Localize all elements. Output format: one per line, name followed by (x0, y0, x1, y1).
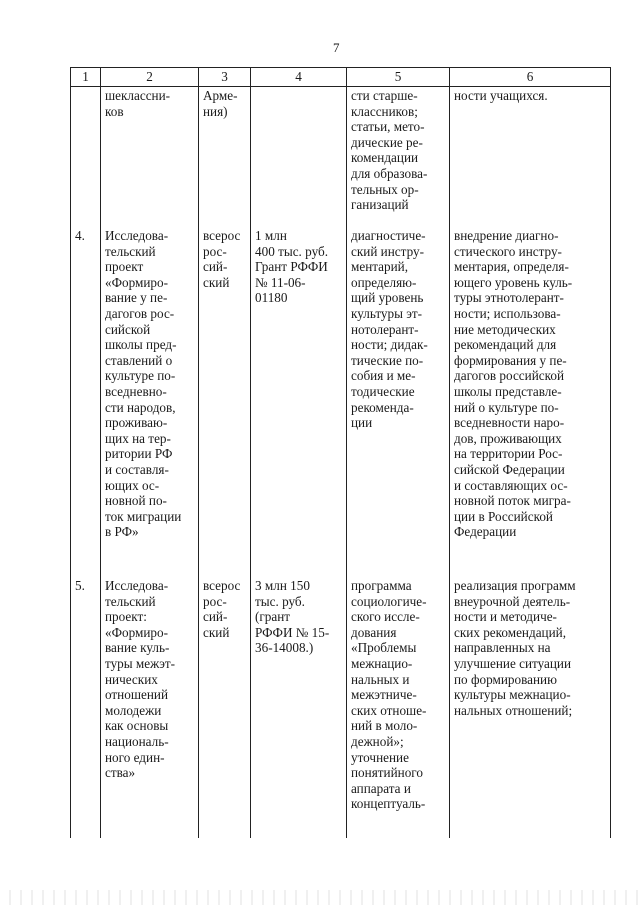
project-level: всерос рос- сий- ский (199, 227, 251, 577)
project-results: диагностиче- ский инстру- ментарий, определяю- щий уровень культуры эт- нотолерант- ности; дидак- тические по- собия и ме- тодические рекоменда- ции (347, 227, 450, 577)
row-number: 4. (71, 227, 101, 577)
column-header: 3 (199, 68, 251, 87)
project-results: сти старше- классников; статьи, мето- дические ре- комендации для образова- тельных ор- ганизаций (347, 87, 450, 228)
project-effect: внедрение диагно- стического инстру- ментария, определя- ющего уровень куль- туры этнотолерант- ности; использова- ние методических рекомендаций для формирования у пе- дагогов российской школы представле- ний о культуре по- вседневности наро- дов, проживающих на территории Рос- сийской Федерации и составляющих ос- новной поток мигра- ции в Российской Федерации (450, 227, 611, 577)
table-row (71, 577, 611, 838)
column-header: 4 (251, 68, 347, 87)
column-header: 5 (347, 68, 450, 87)
column-header: 2 (101, 68, 199, 87)
project-funding: 3 млн 150 тыс. руб. (грант РФФИ № 15- 36-14008.) (251, 577, 347, 838)
project-name: Исследова- тельский проект «Формиро- вание у пе- дагогов рос- сийской школы пред- ставлений о культуре по- вседневно- сти народов, проживаю- щих на тер- ритории РФ и составля- ющих ос- новной по- ток миграции в РФ» (101, 227, 199, 577)
project-table (70, 67, 611, 838)
project-effect: ности учащихся. (450, 87, 611, 228)
table-row (71, 227, 611, 577)
project-name: шеклассни- ков (101, 87, 199, 228)
project-level: Арме- ния) (199, 87, 251, 228)
scan-noise (0, 890, 640, 905)
project-results: программа социологиче- ского иссле- дования «Проблемы межнацио- нальных и межэтниче- ских отноше- ний в моло- дежной»; уточнение понятийного аппарата и концептуаль- (347, 577, 450, 838)
row-number (71, 87, 101, 228)
page-number: 7 (333, 40, 340, 55)
project-funding: 1 млн 400 тыс. руб. Грант РФФИ № 11-06- 01180 (251, 227, 347, 577)
row-number: 5. (71, 577, 101, 838)
project-effect: реализация программ внеурочной деятель- ности и методиче- ских рекомендаций, направленных на улучшение ситуации по формированию культуры межнацио- нальных отношений; (450, 577, 611, 838)
column-header: 1 (71, 68, 101, 87)
table-header-row (71, 68, 611, 87)
project-name: Исследова- тельский проект: «Формиро- вание куль- туры межэт- нических отношений молодежи как основы националь- ного един- ства» (101, 577, 199, 838)
column-header: 6 (450, 68, 611, 87)
project-level: всерос рос- сий- ский (199, 577, 251, 838)
table-row (71, 87, 611, 228)
project-funding (251, 87, 347, 228)
